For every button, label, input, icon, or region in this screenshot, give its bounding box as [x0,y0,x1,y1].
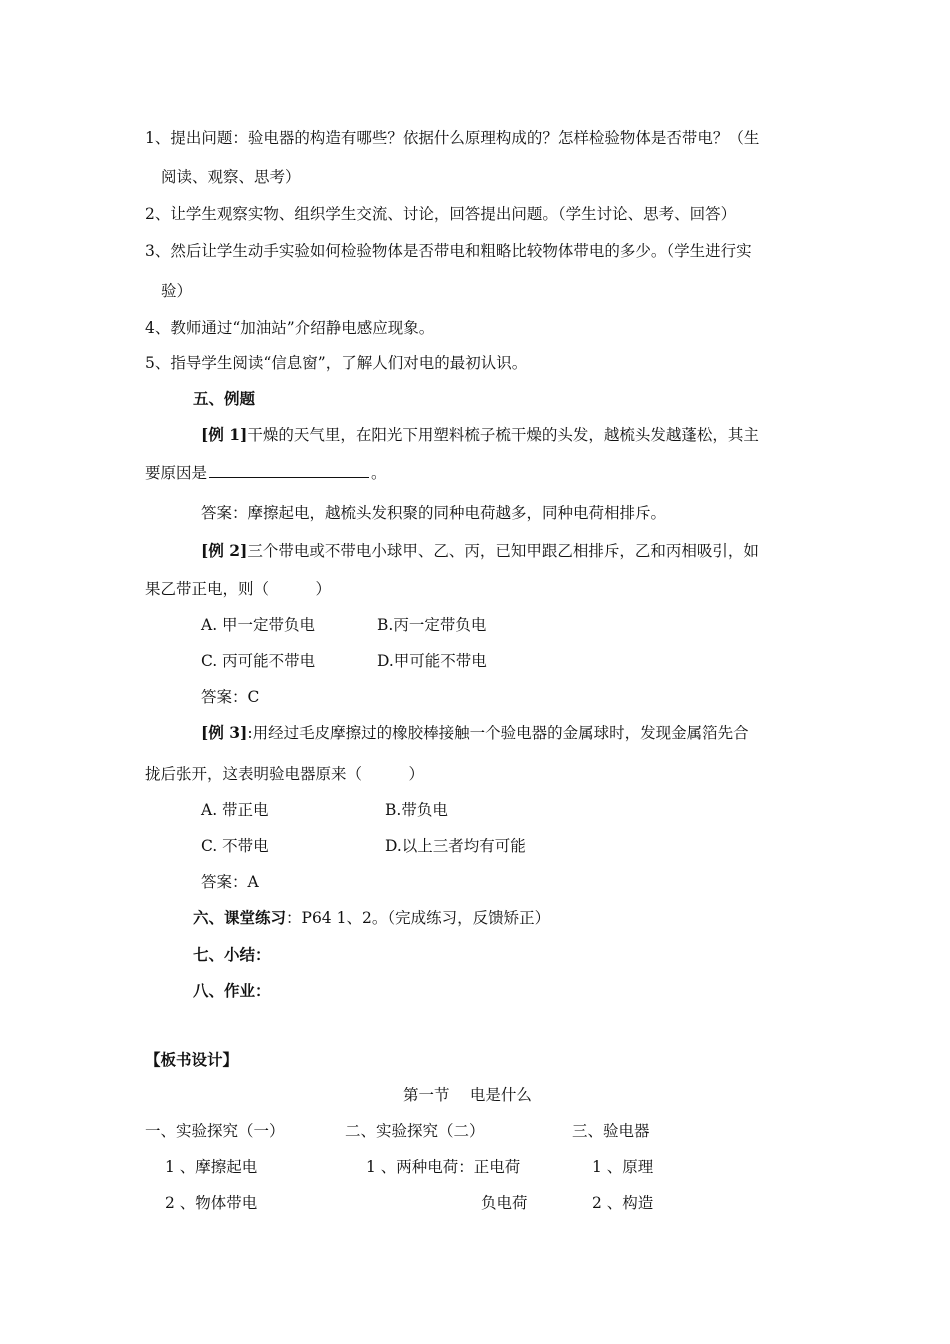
example-2-question-line2: 果乙带正电，则（ ） [145,580,332,598]
step-5: 5、指导学生阅读“信息窗”，了解人们对电的最初认识。 [145,354,528,372]
section-homework-title: 八、作业： [193,981,271,1000]
example-2-tag: [例 2] [201,541,248,560]
example-3-answer: 答案：A [201,873,259,891]
section-practice-title: 六、课堂练习 [193,908,287,927]
step-3: 3、然后让学生动手实验如何检验物体是否带电和粗略比较物体带电的多少。（学生进行实 [145,242,752,260]
step-3-continued: 验） [161,282,193,300]
board-design-heading: 【板书设计】 [145,1050,239,1069]
step-1: 1、提出问题：验电器的构造有哪些？依据什么原理构成的？怎样检验物体是否带电？（生 [145,129,760,147]
board-col1-title: 一、实验探究（一） [145,1122,285,1140]
board-col2-item1: 1 、两种电荷：正电荷 [366,1158,521,1176]
example-2-option-a: A. 甲一定带负电 [201,616,316,634]
board-col3-item2: 2 、构造 [592,1194,654,1212]
board-col2-item2: 负电荷 [481,1194,528,1212]
example-3-question-line2: 拢后张开，这表明验电器原来（ ） [145,765,425,783]
example-1-end: 。 [371,464,387,482]
example-1-tag: [例 1] [201,425,248,444]
example-3-tag: [例 3] [201,723,248,742]
example-3-option-a: A. 带正电 [201,801,269,819]
example-2-text: 三个带电或不带电小球甲、乙、丙，已知甲跟乙相排斥，乙和丙相吸引，如 [247,542,759,560]
section-practice-text: ：P64 1、2。（完成练习，反馈矫正） [286,909,551,927]
section-examples-title: 五、例题 [193,389,256,408]
board-col1-item2: 2 、物体带电 [165,1194,258,1212]
example-1-question [201,425,759,445]
board-title: 第一节 电是什么 [403,1086,532,1104]
section-practice [193,908,550,928]
board-col3-item1: 1 、原理 [592,1158,654,1176]
example-3-option-b: B.带负电 [385,801,448,819]
board-col3-title: 三、验电器 [572,1122,650,1140]
example-1-answer: 答案：摩擦起电，越梳头发积聚的同种电荷越多，同种电荷相排斥。 [201,504,667,522]
example-1-text: 干燥的天气里，在阳光下用塑料梳子梳干燥的头发，越梳头发越蓬松，其主 [247,426,759,444]
example-2-option-d: D.甲可能不带电 [377,652,487,670]
step-2: 2、让学生观察实物、组织学生交流、讨论，回答提出问题。（学生讨论、思考、回答） [145,205,737,223]
step-4: 4、教师通过“加油站”介绍静电感应现象。 [145,319,435,337]
board-col1-item1: 1 、摩擦起电 [165,1158,258,1176]
example-3-option-d: D.以上三者均有可能 [385,837,526,855]
step-1-continued: 阅读、观察、思考） [161,168,301,186]
example-2-option-b: B.丙一定带负电 [377,616,487,634]
example-2-answer: 答案：C [201,688,260,706]
section-summary-title: 七、小结： [193,945,271,964]
example-2-option-c: C. 丙可能不带电 [201,652,316,670]
example-3-text: :用经过毛皮摩擦过的橡胶棒接触一个验电器的金属球时，发现金属箔先合 [247,724,749,742]
example-1-line2-text: 要原因是 [145,464,208,482]
board-col2-title: 二、实验探究（二） [345,1122,485,1140]
example-1-question-line2 [145,463,387,483]
answer-blank [209,463,369,478]
example-3-option-c: C. 不带电 [201,837,269,855]
example-3-question [201,723,749,743]
example-2-question [201,541,759,561]
